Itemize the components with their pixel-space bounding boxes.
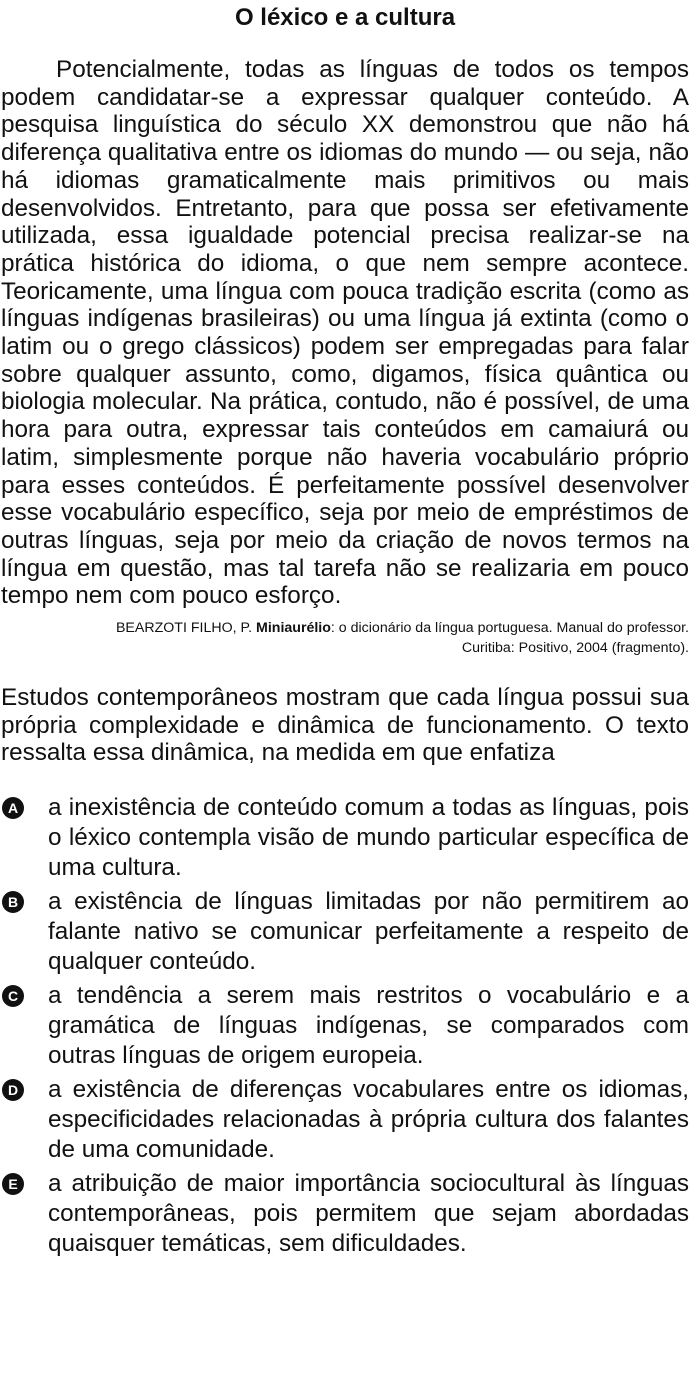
option-d[interactable] <box>1 1075 689 1165</box>
option-b-letter-badge: B <box>2 891 24 913</box>
option-a[interactable] <box>1 793 689 883</box>
option-e[interactable] <box>1 1169 689 1259</box>
option-d-letter-badge: D <box>2 1079 24 1101</box>
option-e-letter-badge: E <box>2 1173 24 1195</box>
citation <box>1 618 689 658</box>
option-c-letter-badge: C <box>2 985 24 1007</box>
citation-details: : o dicionário da língua portuguesa. Manual do professor. <box>330 620 689 637</box>
passage-text: Potencialmente, todas as línguas de todos os tempos podem candidatar-se a expressar qualquer conteúdo. A pesquisa linguística do século XX demonstrou que não há diferença qualitativa entre os idiomas do mundo — ou seja, não há idiomas gramaticalmente mais primitivos ou mais desenvolvidos. Entretanto, para que possa ser efetivamente utilizada, essa igualdade potencial precisa realizar-se na prática histórica do idioma, o que nem sempre acontece. Teoricamente, uma língua com pouca tradição escrita (como as línguas indígenas brasileiras) ou uma língua já extinta (como o latim ou o grego clássicos) podem ser empregadas para falar sobre qualquer assunto, como, digamos, física quântica ou biologia molecular. Na prática, contudo, não é possível, de uma hora para outra, expressar tais conteúdos em camaiurá ou latim, simplesmente porque não haveria vocabulário próprio para esses conteúdos. É perfeitamente possível desenvolver esse vocabulário específico, seja por meio de empréstimos de outras línguas, seja por meio da criação de novos termos na língua em questão, mas tal tarefa não se realizaria em pouco tempo nem com pouco esforço. <box>1 56 689 610</box>
option-b[interactable] <box>1 887 689 977</box>
option-a-text: a inexistência de conteúdo comum a todas as línguas, pois o léxico contempla visão de mundo particular específica de uma cultura. <box>48 793 689 881</box>
option-e-text: a atribuição de maior importância sociocultural às línguas contemporâneas, pois permitem que sejam abordadas quaisquer temáticas, sem dificuldades. <box>48 1169 689 1257</box>
question-stem: Estudos contemporâneos mostram que cada língua possui sua própria complexidade e dinâmica de funcionamento. O texto ressalta essa dinâmica, na medida em que enfatiza <box>1 684 689 767</box>
page-title: O léxico e a cultura <box>234 4 456 31</box>
option-a-letter-badge: A <box>2 797 24 819</box>
option-d-text: a existência de diferenças vocabulares entre os idiomas, especificidades relacionadas à própria cultura dos falantes de uma comunidade. <box>48 1075 689 1163</box>
citation-author: BEARZOTI FILHO, P. <box>115 620 257 637</box>
option-c[interactable] <box>1 981 689 1071</box>
option-b-text: a existência de línguas limitadas por não permitirem ao falante nativo se comunicar perfeitamente a respeito de qualquer conteúdo. <box>48 887 689 975</box>
citation-work: Miniaurélio <box>256 620 331 637</box>
citation-line-2: Curitiba: Positivo, 2004 (fragmento). <box>461 640 689 657</box>
option-c-text: a tendência a serem mais restritos o vocabulário e a gramática de línguas indígenas, se comparados com outras línguas de origem europeia. <box>48 981 689 1069</box>
citation-line-1 <box>1 618 689 638</box>
answer-options <box>1 793 689 1259</box>
